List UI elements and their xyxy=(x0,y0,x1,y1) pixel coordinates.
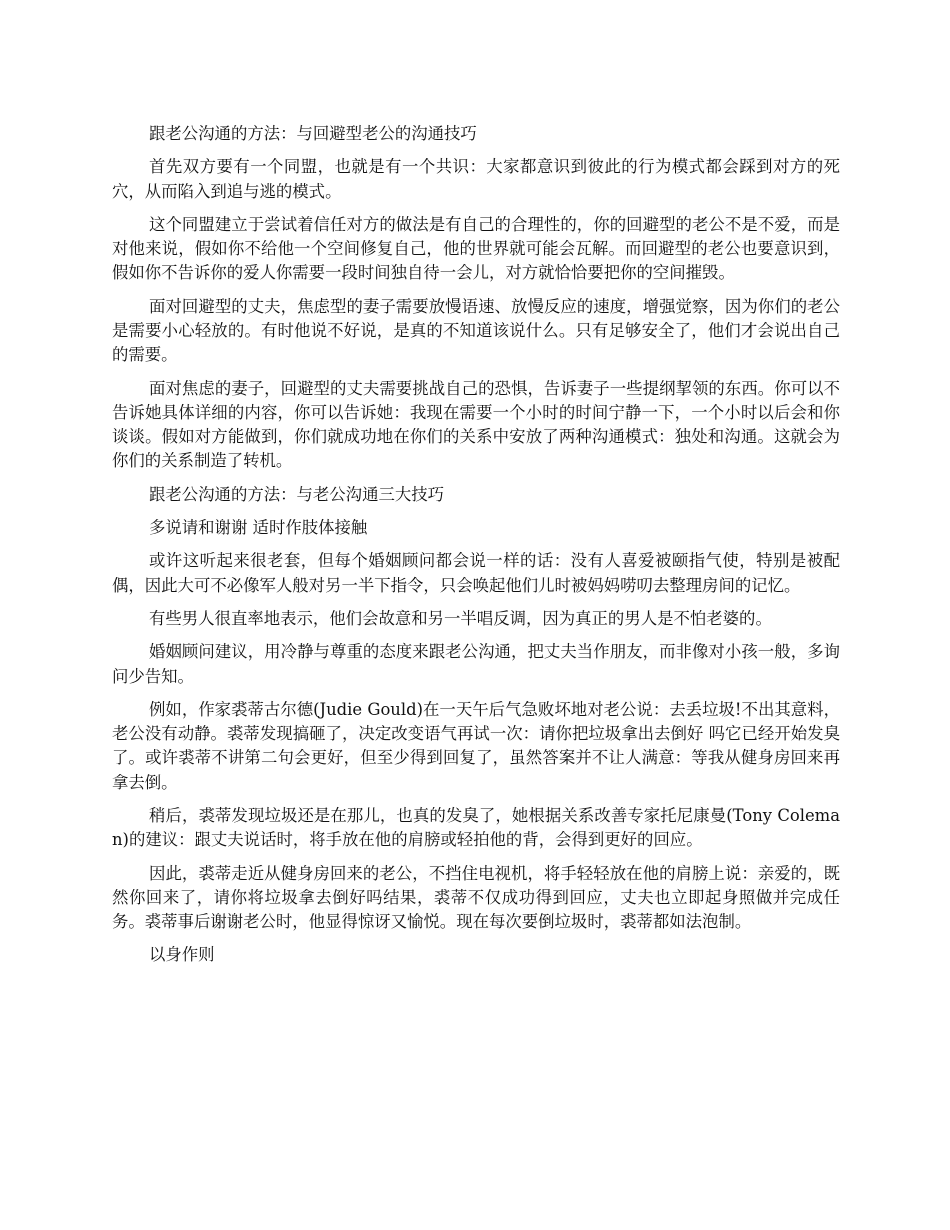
section-heading-avoidant-husband: 跟老公沟通的方法：与回避型老公的沟通技巧 xyxy=(149,124,477,143)
paragraph: 或许这听起来很老套，但每个婚姻顾问都会说一样的话：没有人喜爱被颐指气使，特别是被配偶，因此大可不必像军人般对另一半下指令，只会唤起他们儿时被妈妈唠叨去整理房间的记忆。 xyxy=(112,551,840,595)
paragraph: 面对焦虑的妻子，回避型的丈夫需要挑战自己的恐惧，告诉妻子一些提纲挈领的东西。你可以不告诉她具体详细的内容，你可以告诉她：我现在需要一个小时的时间宁静一下，一个小时以后会和你谈谈。假如对方能做到，你们就成功地在你们的关系中安放了两种沟通模式：独处和沟通。这就会为你们的关系制造了转机。 xyxy=(112,378,840,471)
paragraph: 因此，裘蒂走近从健身房回来的老公，不挡住电视机，将手轻轻放在他的肩膀上说：亲爱的，既然你回来了，请你将垃圾拿去倒好吗结果，裘蒂不仅成功得到回应，丈夫也立即起身照做并完成任务。裘蒂事后谢谢老公时，他显得惊讶又愉悦。现在每次要倒垃圾时，裘蒂都如法泡制。 xyxy=(112,863,840,931)
document-page xyxy=(112,122,840,977)
paragraph: 例如，作家裘蒂古尔德(Judie Gould)在一天午后气急败坏地对老公说：去丢垃圾!不出其意料，老公没有动静。裘蒂发现搞砸了，决定改变语气再试一次：请你把垃圾拿出去倒好 吗它已经开始发臭了。或许裘蒂不讲第二句会更好，但至少得到回复了，虽然答案并不让人满意：等我从健身房回来再拿去倒。 xyxy=(112,699,840,792)
subheading-lead-by-example: 以身作则 xyxy=(149,945,215,965)
section-heading-three-tips: 跟老公沟通的方法：与老公沟通三大技巧 xyxy=(149,484,445,504)
paragraph: 有些男人很直率地表示，他们会故意和另一半唱反调，因为真正的男人是不怕老婆的。 xyxy=(149,608,772,628)
paragraph: 稍后，裘蒂发现垃圾还是在那儿，也真的发臭了，她根据关系改善专家托尼康曼(Tony Coleman)的建议：跟丈夫说话时，将手放在他的肩膀或轻拍他的背，会得到更好的回应。 xyxy=(112,805,840,850)
subheading-please-and-thanks: 多说请和谢谢 适时作肢体接触 xyxy=(149,517,368,537)
paragraph: 首先双方要有一个同盟，也就是有一个共识：大家都意识到彼此的行为模式都会踩到对方的死穴，从而陷入到追与逃的模式。 xyxy=(112,157,840,201)
paragraph: 这个同盟建立于尝试着信任对方的做法是有自己的合理性的，你的回避型的老公不是不爱，而是对他来说，假如你不给他一个空间修复自己，他的世界就可能会瓦解。而回避型的老公也要意识到，假如你不告诉你的爱人你需要一段时间独自待一会儿，对方就恰恰要把你的空间摧毁。 xyxy=(112,214,840,283)
paragraph: 面对回避型的丈夫，焦虑型的妻子需要放慢语速、放慢反应的速度，增强觉察，因为你们的老公是需要小心轻放的。有时他说不好说，是真的不知道该说什么。只有足够安全了，他们才会说出自己的需要。 xyxy=(112,296,840,365)
paragraph: 婚姻顾问建议，用冷静与尊重的态度来跟老公沟通，把丈夫当作朋友，而非像对小孩一般，多询问少告知。 xyxy=(112,642,840,686)
